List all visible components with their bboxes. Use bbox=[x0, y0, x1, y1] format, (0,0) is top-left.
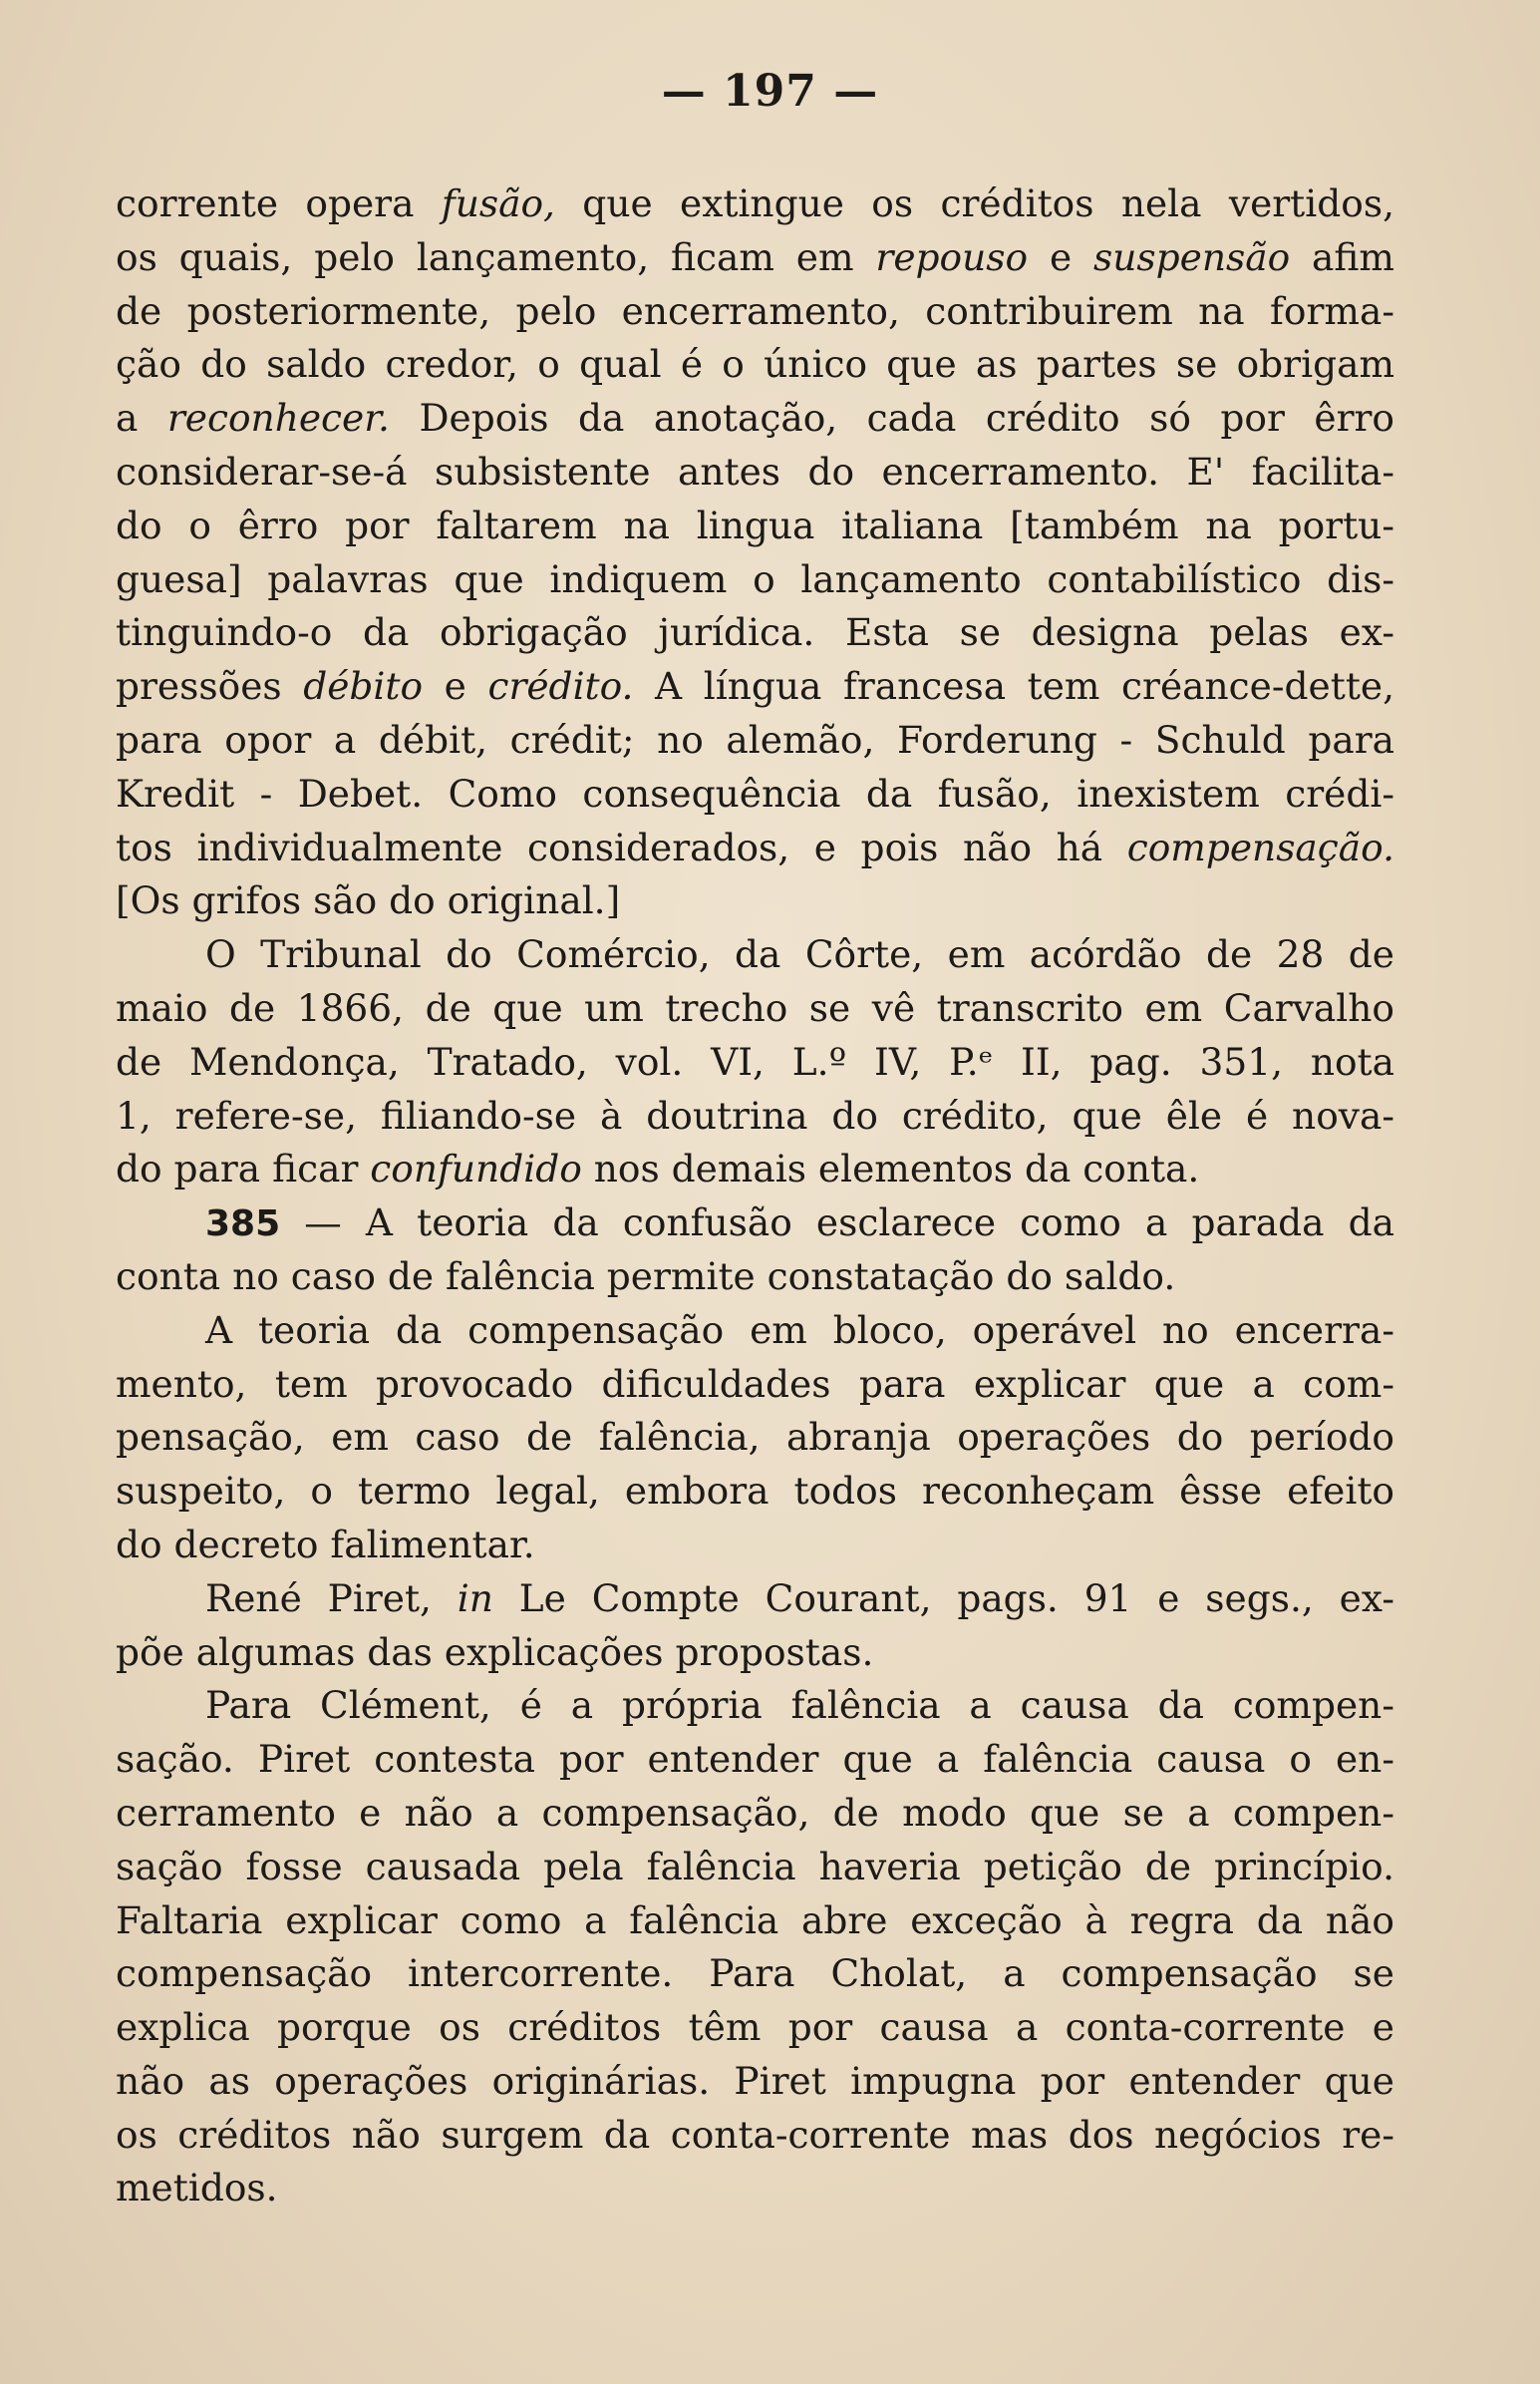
text-segment: pensação, em caso de falência, abranja operações do período bbox=[116, 1415, 1394, 1460]
text-line bbox=[116, 2162, 1394, 2215]
text-line bbox=[116, 928, 1394, 982]
text-segment: sação. Piret contesta por entender que a falência causa o en- bbox=[116, 1737, 1394, 1782]
text-segment: os créditos não surgem da conta-corrente mas dos negócios re- bbox=[116, 2112, 1394, 2157]
text-line bbox=[116, 1143, 1394, 1196]
text-segment: guesa] palavras que indiquem o lançamento contabilístico dis- bbox=[116, 556, 1394, 601]
text-segment: corrente opera bbox=[116, 181, 442, 225]
text-segment: os quais, pelo lançamento, ficam em bbox=[116, 234, 876, 279]
text-line bbox=[116, 1572, 1394, 1626]
italic-text: repouso bbox=[875, 234, 1029, 279]
text-segment: sação fosse causada pela falência haveria petição de princípio. bbox=[116, 1844, 1394, 1888]
text-line bbox=[116, 1304, 1394, 1358]
text-segment: põe algumas das explicações propostas. bbox=[116, 1629, 874, 1674]
text-segment: explica porque os créditos têm por causa a conta-corrente e bbox=[116, 2005, 1394, 2050]
text-line bbox=[116, 2055, 1394, 2109]
italic-text: fusão, bbox=[441, 181, 555, 225]
text-segment: conta no caso de falência permite constatação do saldo. bbox=[116, 1253, 1176, 1298]
text-line bbox=[116, 553, 1394, 607]
text-segment: Kredit - Debet. Como consequência da fusão, inexistem crédi- bbox=[116, 771, 1394, 816]
text-line bbox=[116, 231, 1394, 285]
italic-text: crédito. bbox=[487, 664, 634, 709]
text-line bbox=[116, 1250, 1394, 1304]
text-line bbox=[116, 1465, 1394, 1519]
text-line bbox=[116, 338, 1394, 392]
text-line bbox=[116, 1679, 1394, 1733]
text-line bbox=[116, 500, 1394, 553]
text-segment: a bbox=[116, 396, 167, 441]
text-segment: do para ficar bbox=[116, 1147, 371, 1192]
text-segment: — A teoria da confusão esclarece como a parada da bbox=[280, 1200, 1394, 1245]
text-segment: do o êrro por faltarem na lingua italiana [também na portu- bbox=[116, 503, 1394, 547]
text-line bbox=[116, 1787, 1394, 1841]
text-segment: pressões bbox=[116, 664, 304, 709]
text-segment: A língua francesa tem créance-dette, bbox=[633, 664, 1394, 709]
text-line bbox=[116, 1036, 1394, 1090]
text-segment: compensação intercorrente. Para Cholat, a compensação se bbox=[116, 1951, 1394, 1996]
italic-text: suspensão bbox=[1093, 234, 1291, 279]
section-number: 385 bbox=[205, 1203, 281, 1245]
text-line bbox=[116, 606, 1394, 660]
text-segment: O Tribunal do Comércio, da Côrte, em acórdão de 28 de bbox=[205, 932, 1394, 977]
text-line bbox=[116, 1358, 1394, 1412]
text-segment: mento, tem provocado dificuldades para explicar que a com- bbox=[116, 1361, 1394, 1406]
text-segment: nos demais elementos da conta. bbox=[581, 1147, 1200, 1192]
text-line bbox=[116, 874, 1394, 928]
text-segment: de posteriormente, pelo encerramento, contribuirem na forma- bbox=[116, 288, 1394, 333]
text-segment: suspeito, o termo legal, embora todos reconheçam êsse efeito bbox=[116, 1469, 1394, 1514]
text-line bbox=[116, 446, 1394, 500]
text-segment: considerar-se-á subsistente antes do encerramento. E' facilita- bbox=[116, 449, 1394, 494]
text-segment: tinguindo-o da obrigação jurídica. Esta se designa pelas ex- bbox=[116, 610, 1394, 655]
text-segment: cerramento e não a compensação, de modo que se a compen- bbox=[116, 1790, 1394, 1835]
page-number: — 197 — bbox=[661, 66, 879, 117]
text-segment: 1, refere-se, filiando-se à doutrina do crédito, que êle é nova- bbox=[116, 1093, 1394, 1138]
text-line bbox=[116, 1090, 1394, 1144]
text-segment: não as operações originárias. Piret impugna por entender que bbox=[116, 2058, 1394, 2103]
text-line bbox=[116, 177, 1394, 231]
text-segment: afim bbox=[1290, 234, 1394, 279]
text-line bbox=[116, 392, 1394, 446]
text-line bbox=[116, 1411, 1394, 1465]
text-line bbox=[116, 1841, 1394, 1894]
text-segment: tos individualmente considerados, e pois não há bbox=[116, 825, 1127, 869]
text-segment: René Piret, bbox=[205, 1575, 458, 1620]
text-line bbox=[116, 2109, 1394, 2163]
text-line bbox=[116, 822, 1394, 875]
text-line bbox=[116, 1894, 1394, 1948]
body-text bbox=[116, 177, 1394, 2215]
text-segment: Le Compte Courant, pags. 91 e segs., ex- bbox=[492, 1575, 1394, 1620]
text-segment: de Mendonça, Tratado, vol. VI, L.º IV, P.ᵉ II, pag. 351, nota bbox=[116, 1039, 1394, 1084]
text-line bbox=[116, 982, 1394, 1036]
text-line bbox=[116, 285, 1394, 339]
text-segment: ção do saldo credor, o qual é o único que as partes se obrigam bbox=[116, 342, 1394, 387]
italic-text: compensação. bbox=[1126, 825, 1394, 869]
text-line bbox=[116, 660, 1394, 714]
text-line bbox=[116, 1947, 1394, 2001]
text-segment: [Os grifos são do original.] bbox=[116, 878, 621, 923]
text-segment: Depois da anotação, cada crédito só por êrro bbox=[389, 396, 1395, 441]
text-segment: do decreto falimentar. bbox=[116, 1522, 535, 1566]
italic-text: débito bbox=[303, 664, 424, 709]
italic-text: confundido bbox=[370, 1147, 582, 1192]
text-segment: que extingue os créditos nela vertidos, bbox=[554, 181, 1394, 225]
text-segment: e bbox=[1028, 234, 1094, 279]
text-segment: para opor a débit, crédit; no alemão, Forderung - Schuld para bbox=[116, 717, 1394, 762]
text-segment: maio de 1866, de que um trecho se vê transcrito em Carvalho bbox=[116, 985, 1394, 1030]
text-segment: metidos. bbox=[116, 2166, 278, 2211]
text-line bbox=[116, 1626, 1394, 1680]
text-segment: Para Clément, é a própria falência a causa da compen- bbox=[205, 1683, 1394, 1728]
text-segment: Faltaria explicar como a falência abre exceção à regra da não bbox=[116, 1897, 1394, 1942]
text-line bbox=[116, 768, 1394, 822]
text-line bbox=[116, 2001, 1394, 2055]
text-line bbox=[116, 1733, 1394, 1787]
text-segment: e bbox=[423, 664, 488, 709]
text-line bbox=[116, 1196, 1394, 1250]
text-segment: A teoria da compensação em bloco, operável no encerra- bbox=[205, 1307, 1394, 1352]
italic-text: in bbox=[457, 1575, 493, 1620]
italic-text: reconhecer. bbox=[166, 396, 390, 441]
text-line bbox=[116, 1519, 1394, 1572]
text-line bbox=[116, 714, 1394, 768]
